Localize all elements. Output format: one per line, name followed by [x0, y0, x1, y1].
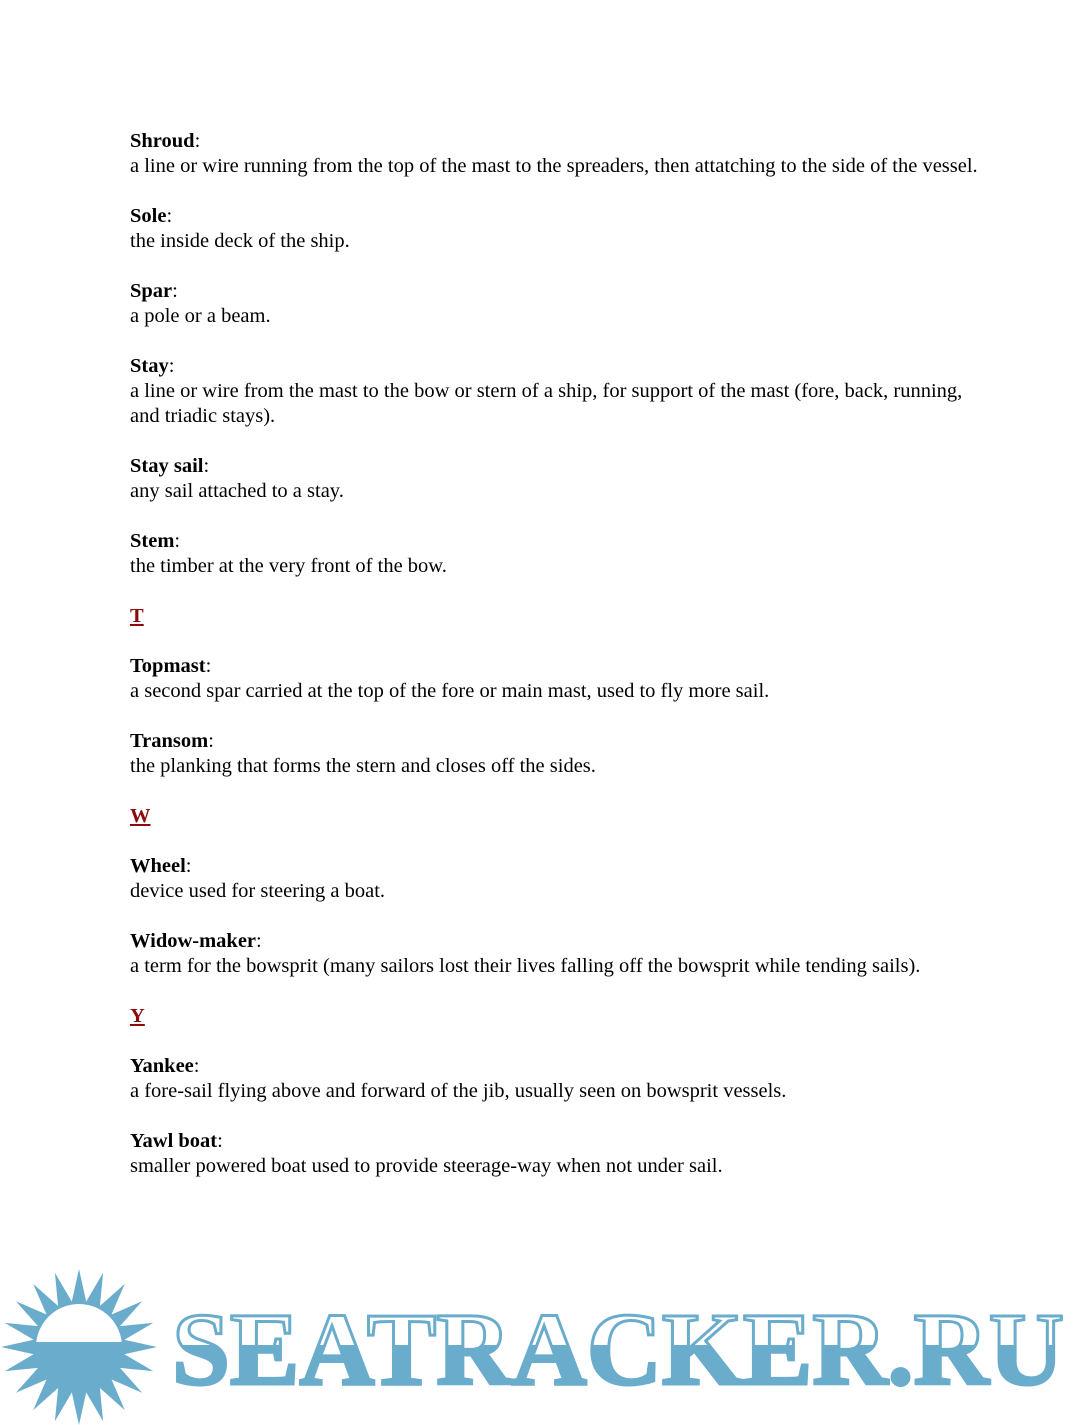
term: Yankee — [130, 1055, 194, 1077]
definition: a fore-sail flying above and forward of the jib, usually seen on bowsprit vessels. — [130, 1080, 787, 1102]
term-line: Shroud: — [130, 130, 201, 152]
definition: a pole or a beam. — [130, 305, 271, 327]
glossary-entry — [130, 854, 990, 904]
term: Shroud — [130, 130, 195, 152]
term-line: Stay sail: — [130, 455, 210, 477]
glossary-entry — [130, 129, 990, 179]
term: Topmast — [130, 655, 206, 677]
section-letter-link[interactable]: T — [130, 605, 144, 627]
definition: smaller powered boat used to provide steerage-way when not under sail. — [130, 1155, 723, 1177]
term: Stay sail — [130, 455, 204, 477]
term: Stay — [130, 355, 169, 377]
term: Stem — [130, 530, 175, 552]
glossary-document — [130, 129, 990, 1204]
definition: a second spar carried at the top of the fore or main mast, used to fly more sail. — [130, 680, 770, 702]
glossary-entry — [130, 1054, 990, 1104]
definition: any sail attached to a stay. — [130, 480, 344, 502]
term-line: Transom: — [130, 730, 214, 752]
definition: device used for steering a boat. — [130, 880, 386, 902]
glossary-entry — [130, 929, 990, 979]
glossary-entry — [130, 654, 990, 704]
glossary-entry — [130, 354, 990, 429]
definition: the planking that forms the stern and closes off the sides. — [130, 755, 596, 777]
term-line: Yawl boat: — [130, 1130, 223, 1152]
term: Transom — [130, 730, 209, 752]
section-letter-y[interactable] — [130, 1004, 990, 1029]
term: Widow-maker — [130, 930, 257, 952]
glossary-entry — [130, 279, 990, 329]
definition: a line or wire running from the top of the mast to the spreaders, then attatching to the side of the vessel. — [130, 155, 978, 177]
term-line: Spar: — [130, 280, 178, 302]
glossary-entry — [130, 204, 990, 254]
section-letter-t[interactable] — [130, 604, 990, 629]
term: Spar — [130, 280, 173, 302]
sun-icon — [1, 1269, 157, 1425]
section-letter-link[interactable]: W — [130, 805, 151, 827]
logo-text: SEATRACKER.RU — [172, 1292, 1064, 1407]
definition: the timber at the very front of the bow. — [130, 555, 447, 577]
glossary-entry — [130, 1129, 990, 1179]
definition: the inside deck of the ship. — [130, 230, 350, 252]
definition: a term for the bowsprit (many sailors lost their lives falling off the bowsprit while tending sails). — [130, 955, 921, 977]
term: Wheel — [130, 855, 186, 877]
term-line: Wheel: — [130, 855, 192, 877]
term-line: Sole: — [130, 205, 173, 227]
term: Sole — [130, 205, 167, 227]
glossary-entry — [130, 454, 990, 504]
seatracker-logo — [0, 1262, 1080, 1425]
section-letter-link[interactable]: Y — [130, 1005, 145, 1027]
term-line: Widow-maker: — [130, 930, 262, 952]
definition: a line or wire from the mast to the bow or stern of a ship, for support of the mast (fore, back, running, and triadic stays). — [130, 380, 963, 427]
term-line: Topmast: — [130, 655, 212, 677]
term-line: Stay: — [130, 355, 175, 377]
glossary-entry — [130, 529, 990, 579]
glossary-entry — [130, 729, 990, 779]
term-line: Stem: — [130, 530, 181, 552]
term: Yawl boat — [130, 1130, 218, 1152]
section-letter-w[interactable] — [130, 804, 990, 829]
term-line: Yankee: — [130, 1055, 200, 1077]
